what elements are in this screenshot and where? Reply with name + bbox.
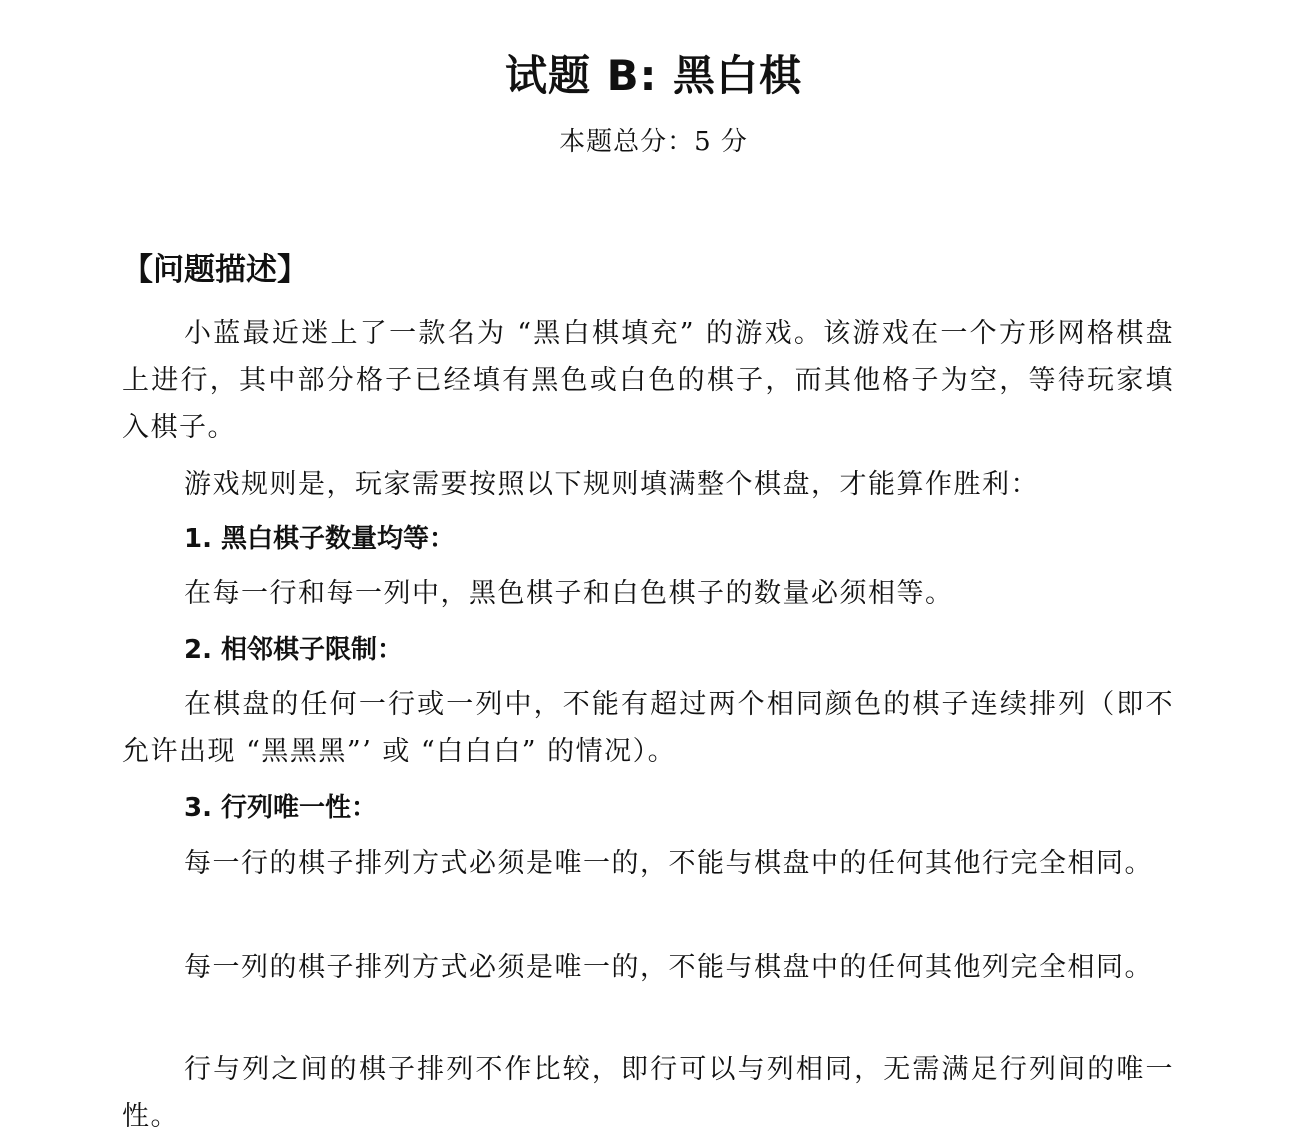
rule-1-text: 在每一行和每一列中，黑色棋子和白色棋子的数量必须相等。	[184, 578, 954, 609]
rule-heading-1: 1. 黑白棋子数量均等：	[184, 524, 456, 554]
section-heading-problem-description: 【问题描述】	[122, 252, 308, 288]
rules-intro-paragraph: 游戏规则是，玩家需要按照以下规则填满整个棋盘，才能算作胜利：	[184, 469, 1039, 500]
score-line: 本题总分：5 分	[559, 127, 748, 157]
rule-heading-2: 2. 相邻棋子限制：	[184, 635, 404, 665]
problem-title: 试题 B: 黑白棋	[504, 51, 803, 100]
intro-paragraph: 小蓝最近迷上了一款名为 “黑白棋填充” 的游戏。该游戏在一个方形网格棋盘上进行，其中部分格子已经填有黑色或白色的棋子，而其他格子为空，等待玩家填入棋子。	[122, 318, 1174, 443]
rule-3-row-column-note: 行与列之间的棋子排列不作比较，即行可以与列相同，无需满足行列间的唯一性。	[122, 1054, 1174, 1132]
rule-3-row-uniqueness: 每一行的棋子排列方式必须是唯一的，不能与棋盘中的任何其他行完全相同。	[184, 848, 1153, 879]
rule-2-text: 在棋盘的任何一行或一列中，不能有超过两个相同颜色的棋子连续排列（即不允许出现 “黑黑黑”’ 或 “白白白” 的情况）。	[122, 689, 1174, 767]
rule-heading-3: 3. 行列唯一性：	[184, 793, 378, 823]
rule-3-column-uniqueness: 每一列的棋子排列方式必须是唯一的，不能与棋盘中的任何其他列完全相同。	[184, 952, 1153, 983]
